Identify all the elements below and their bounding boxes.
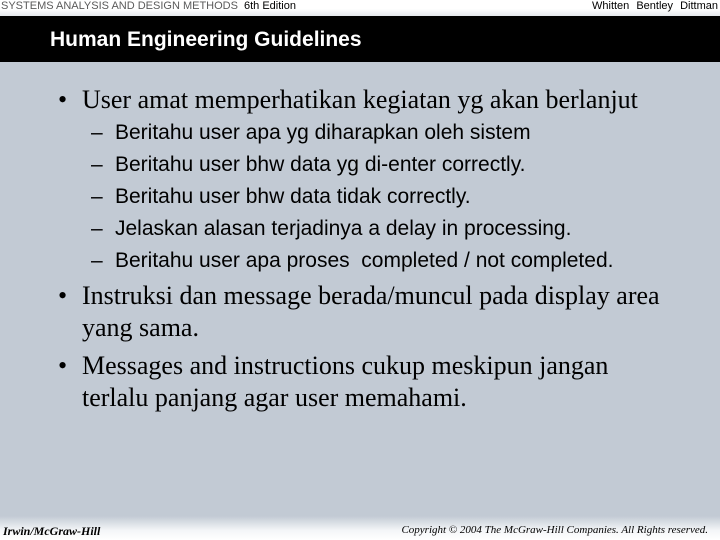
dash-marker: –	[91, 249, 103, 272]
publisher-label: Irwin/McGraw-Hill	[3, 524, 101, 538]
bullet-dot: •	[58, 351, 68, 380]
bullet-text: Messages and instructions cukup meskipun jangan terlalu panjang agar user memahami.	[82, 351, 609, 412]
dash-marker: –	[91, 217, 103, 240]
subitem-text: Beritahu user bhw data tidak correctly.	[115, 185, 471, 208]
dash-marker: –	[91, 185, 103, 208]
course-name: SYSTEMS ANALYSIS AND DESIGN METHODS	[1, 0, 238, 12]
subitem-text: Beritahu user bhw data yg di-enter correctly.	[115, 153, 526, 176]
subitem-text: Beritahu user apa yg diharapkan oleh sistem	[115, 121, 531, 144]
copyright-label: Copyright © 2004 The McGraw-Hill Companies. All Rights reserved.	[401, 524, 708, 536]
authors-label: Whitten Bentley Dittman	[592, 0, 718, 12]
subitem-text: Beritahu user apa proses completed / not completed.	[115, 249, 614, 272]
course-header	[1, 0, 296, 13]
bullet-text: Instruksi dan message berada/muncul pada display area yang sama.	[82, 281, 660, 342]
subitem-text: Jelaskan alasan terjadinya a delay in processing.	[115, 217, 572, 240]
header-bar	[0, 0, 720, 16]
bullet-text: User amat memperhatikan kegiatan yg akan berlanjut	[82, 85, 638, 114]
slide-title: Human Engineering Guidelines	[50, 28, 362, 51]
dash-marker: –	[91, 121, 103, 144]
title-bar	[0, 16, 720, 62]
dash-marker: –	[91, 153, 103, 176]
bullet-dot: •	[58, 281, 68, 310]
edition-label: 6th Edition	[243, 0, 296, 12]
bullet-dot: •	[58, 85, 68, 114]
